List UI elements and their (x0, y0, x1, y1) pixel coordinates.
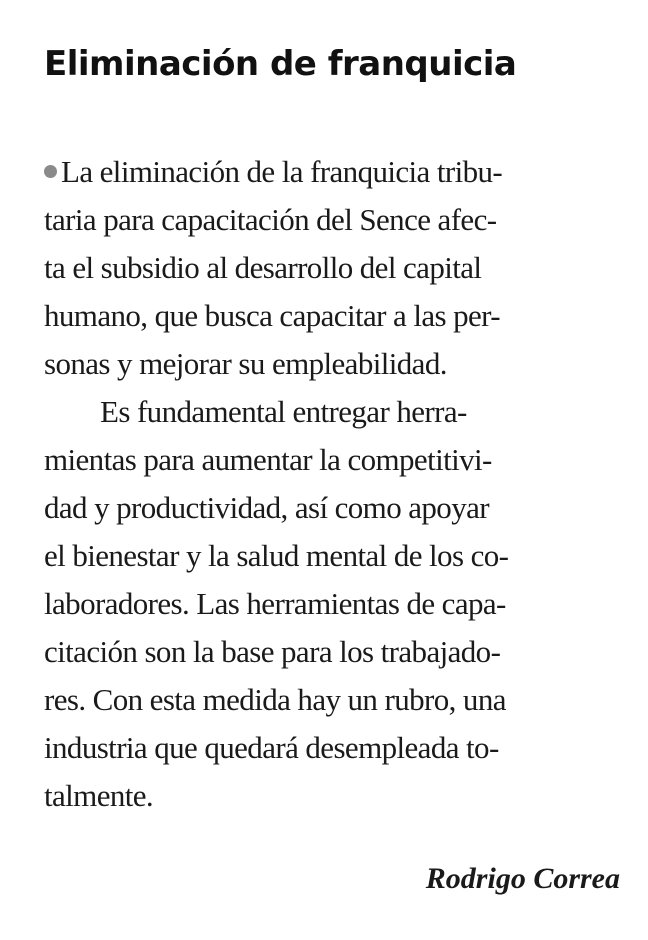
paragraph-2 (44, 388, 622, 820)
article-title: Eliminación de franquicia (44, 44, 517, 84)
text-line: Es fundamental entregar herra- (100, 394, 467, 429)
text-line: taria para capacitación del Sence afec- (44, 202, 497, 237)
article-body (44, 148, 622, 820)
text-line: industria que quedará desempleada to- (44, 730, 499, 765)
author-signature: Rodrigo Correa (425, 862, 620, 895)
bullet-dot-icon (44, 165, 57, 178)
text-line: laboradores. Las herramientas de capa- (44, 586, 506, 621)
text-line: res. Con esta medida hay un rubro, una (44, 682, 506, 717)
text-line: humano, que busca capacitar a las per- (44, 298, 500, 333)
text-line: dad y productividad, así como apoyar (44, 490, 489, 525)
line-text: La eliminación de la franquicia tribu- (61, 154, 503, 189)
text-line: ta el subsidio al desarrollo del capital (44, 250, 482, 285)
paragraph-1 (44, 148, 622, 388)
text-line: sonas y mejorar su empleabilidad. (44, 346, 447, 381)
text-line: talmente. (44, 778, 154, 813)
text-line: citación son la base para los trabajado- (44, 634, 501, 669)
text-line (44, 148, 622, 196)
text-line: mientas para aumentar la competitivi- (44, 442, 492, 477)
text-line: el bienestar y la salud mental de los co- (44, 538, 509, 573)
